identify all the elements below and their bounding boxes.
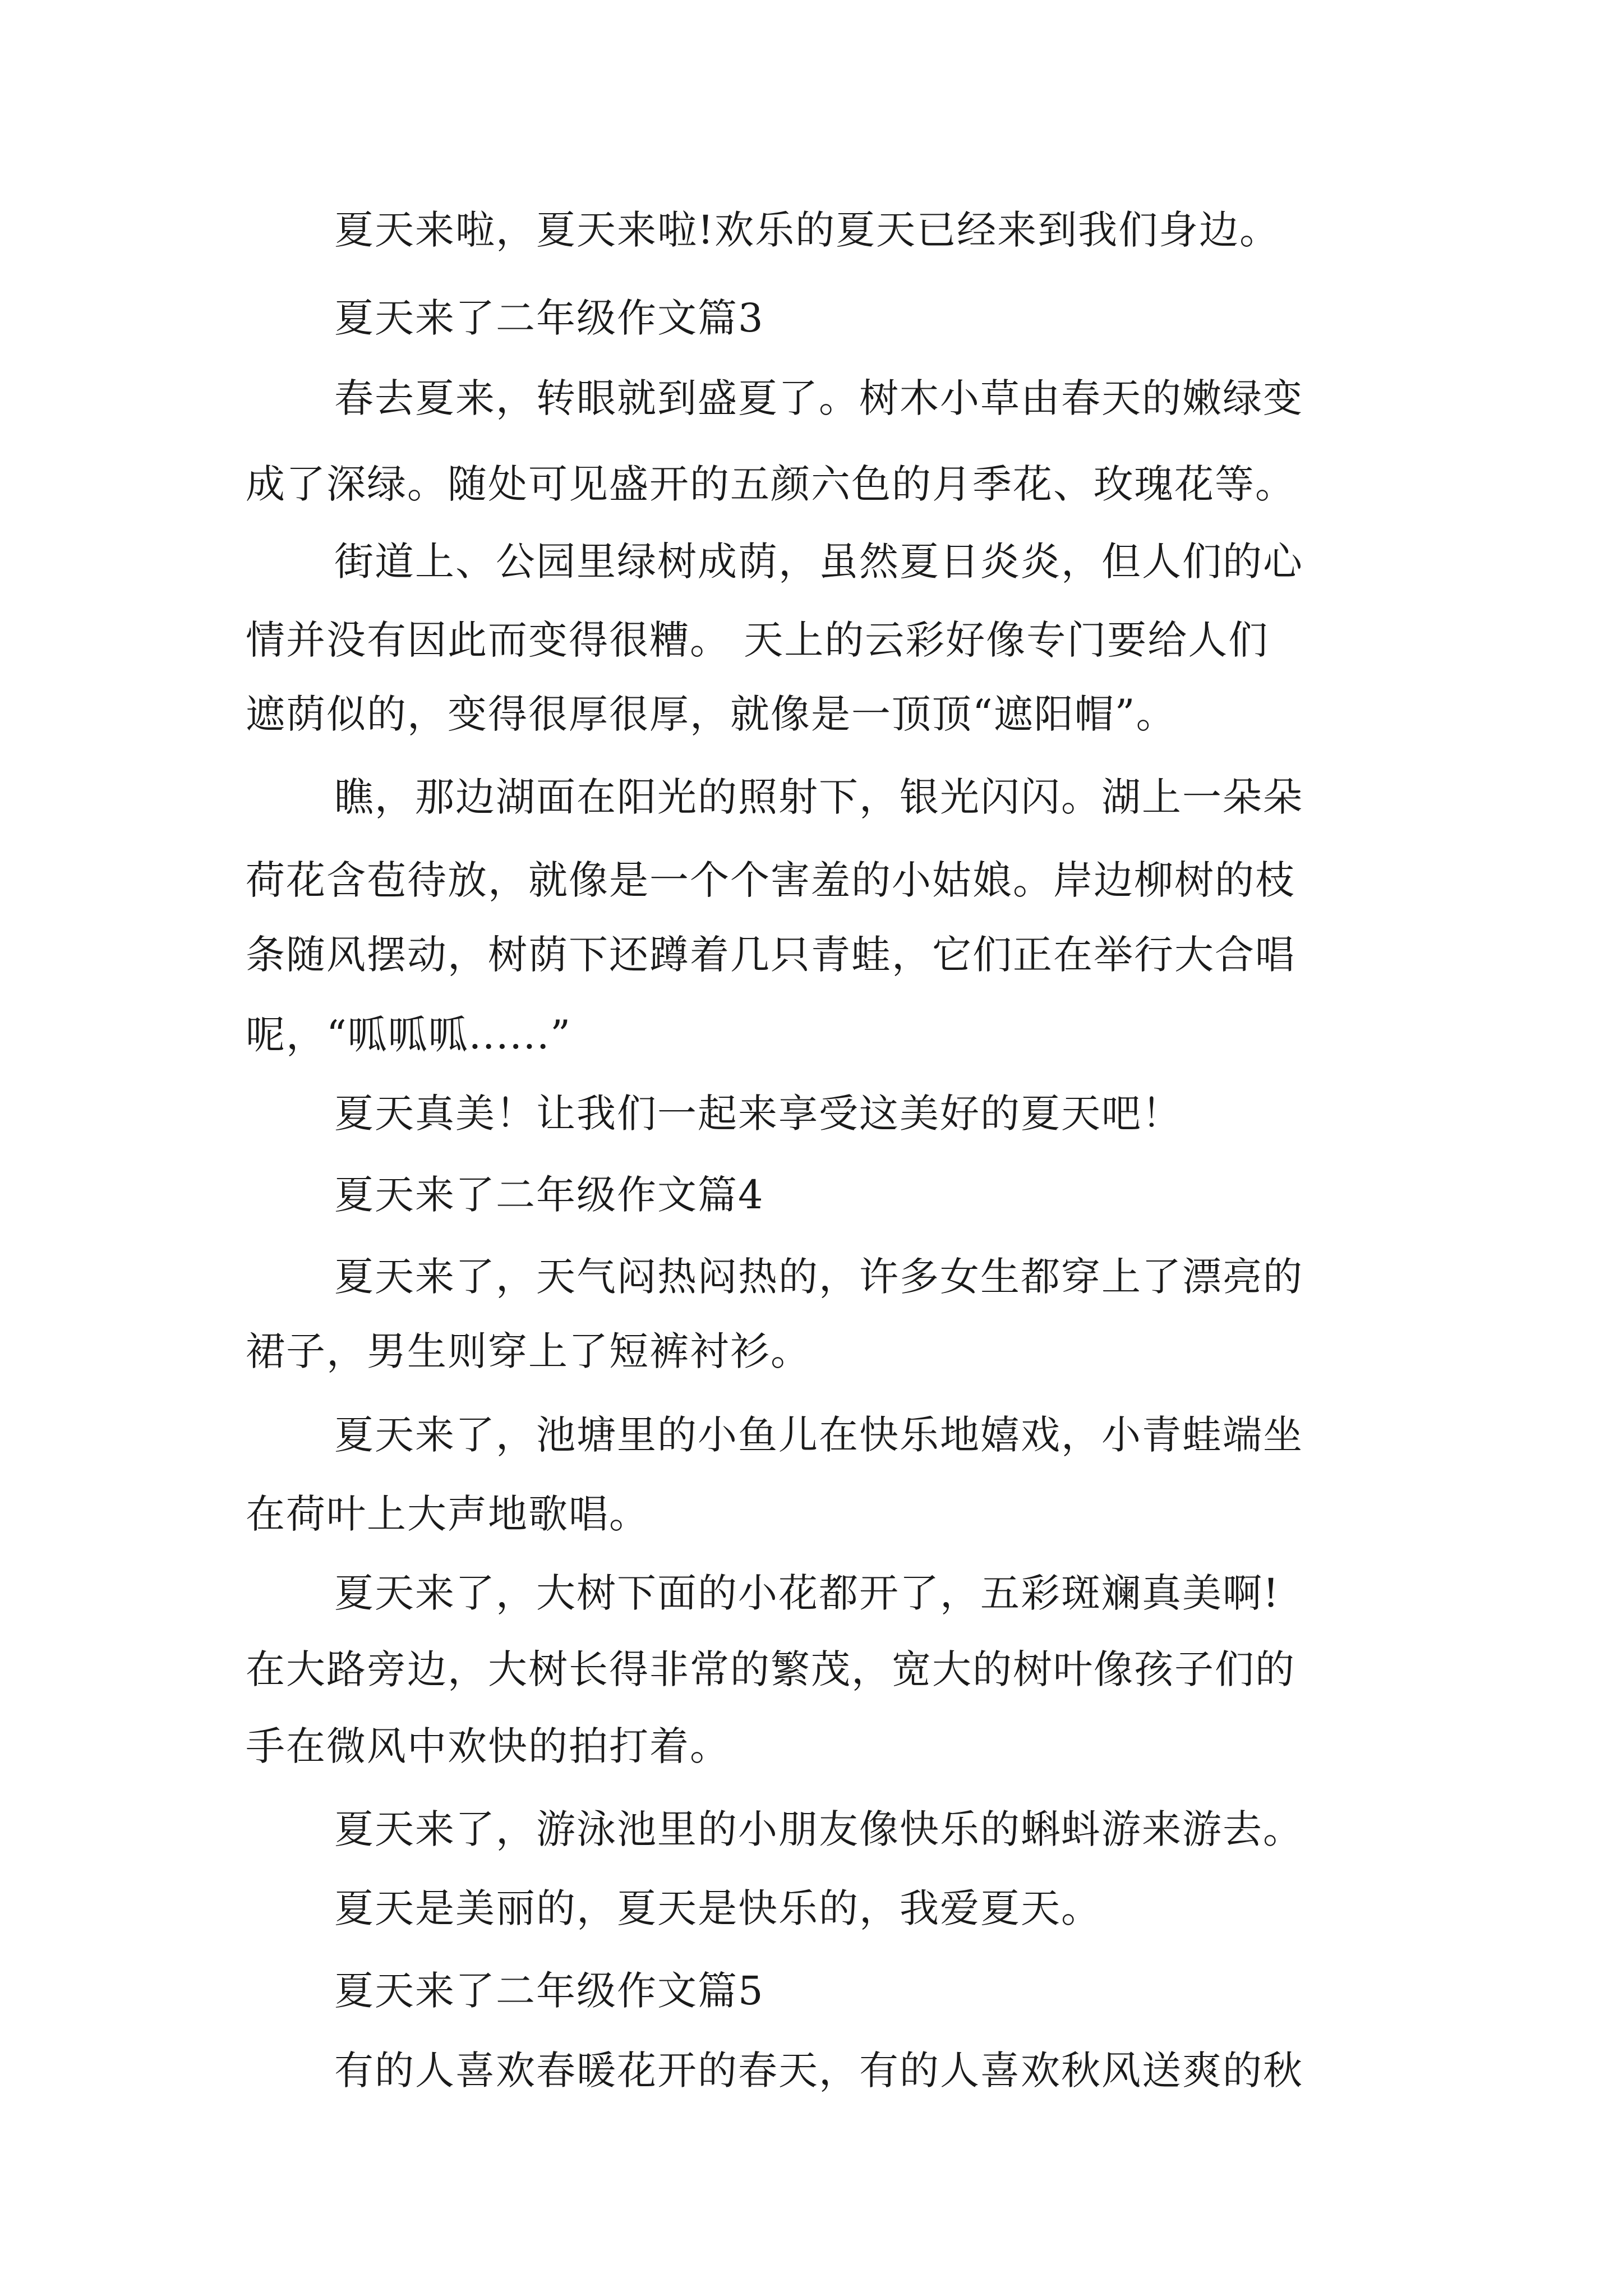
- section-heading: 夏天来了二年级作文篇5: [334, 1968, 764, 2014]
- text-line: 春去夏来，转眼就到盛夏了。树木小草由春天的嫩绿变: [334, 375, 1303, 421]
- text-line: 夏天来了，大树下面的小花都开了，五彩斑斓真美啊!: [334, 1570, 1280, 1616]
- text-line: 夏天来啦，夏天来啦!欢乐的夏天已经来到我们身边。: [334, 207, 1280, 253]
- text-line: 在大路旁边，大树长得非常的繁茂，宽大的树叶像孩子们的: [246, 1646, 1295, 1692]
- text-line: 情并没有因此而变得很糟。 天上的云彩好像专门要给人们: [246, 617, 1269, 663]
- text-line: 手在微风中欢快的拍打着。: [246, 1723, 730, 1769]
- text-line: 夏天来了，池塘里的小鱼儿在快乐地嬉戏，小青蛙端坐: [334, 1412, 1303, 1458]
- text-line: 成了深绿。随处可见盛开的五颜六色的月季花、玫瑰花等。: [246, 461, 1295, 507]
- section-heading: 夏天来了二年级作文篇3: [334, 295, 764, 341]
- text-line: 夏天来了，游泳池里的小朋友像快乐的蝌蚪游来游去。: [334, 1806, 1303, 1852]
- text-line: 裙子，男生则穿上了短裤衬衫。: [246, 1328, 811, 1374]
- text-line: 遮荫似的，变得很厚很厚，就像是一顶顶“遮阳帽”。: [246, 691, 1177, 737]
- text-line: 瞧，那边湖面在阳光的照射下，银光闪闪。湖上一朵朵: [334, 774, 1303, 820]
- text-line: 在荷叶上大声地歌唱。: [246, 1491, 649, 1537]
- text-line: 夏天是美丽的，夏天是快乐的，我爱夏天。: [334, 1885, 1101, 1931]
- text-line: 夏天真美！让我们一起来享受这美好的夏天吧！: [334, 1091, 1182, 1137]
- text-line: 荷花含苞待放，就像是一个个害羞的小姑娘。岸边柳树的枝: [246, 857, 1295, 903]
- section-heading: 夏天来了二年级作文篇4: [334, 1172, 764, 1218]
- text-line: 夏天来了，天气闷热闷热的，许多女生都穿上了漂亮的: [334, 1254, 1303, 1300]
- text-line: 街道上、公园里绿树成荫，虽然夏日炎炎，但人们的心: [334, 539, 1303, 585]
- text-line: 呢，“呱呱呱......”: [246, 1012, 572, 1058]
- text-line: 条随风摆动，树荫下还蹲着几只青蛙，它们正在举行大合唱: [246, 932, 1295, 978]
- text-line: 有的人喜欢春暖花开的春天，有的人喜欢秋风送爽的秋: [334, 2047, 1303, 2093]
